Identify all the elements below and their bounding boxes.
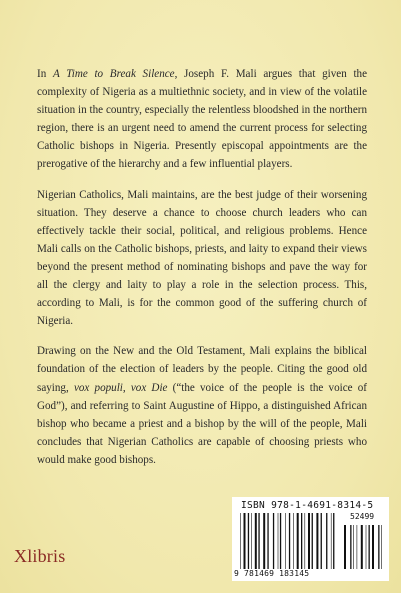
book-title: A Time to Break Silence [52,68,175,80]
publisher-logo: Xlibris [14,546,66,566]
barcode-addon-bars [344,525,384,569]
isbn-barcode [232,497,389,581]
barcode-addon-number: 52499 [350,512,375,521]
latin-saying: vox populi, vox Die [73,381,168,394]
barcode-digits: 9 781469 183145 [234,569,310,578]
blurb-paragraph-2: Nigerian Catholics, Mali maintains, are the best judge of their worsening situation. They deserve a chance to choose church leaders who can effectively tackle their social, political, and religious problems. Hence Mali calls on the Catholic bishops, priests, and laity to expand their views beyond the present method of nominating bishops and pave the way for all the clergy and laity to play a role in the selection process. This, according to Mali, is for the common good of the suffering church of Nigeria. [37,188,367,328]
blurb-paragraph-1: In A Time to Break Silence, Joseph F. Mali argues that given the complexity of Nigeria as a multiethnic society, and in view of the volatile situation in the country, especially the relentless bloodshed in the northern region, there is an urgent need to amend the current process for selecting Catholic bishops in Nigeria. Presently episcopal appointments are the prerogative of the hierarchy and a few influential players. [37,68,368,171]
barcode-bars [240,513,338,569]
isbn-label: ISBN 978-1-4691-8314-5 [241,500,374,511]
blurb-text [37,65,367,481]
blurb-paragraph-3: Drawing on the New and the Old Testament, Mali explains the biblical foundation of the election of leaders by the people. Citing the good old saying, vox populi, vox Die (“the voice of the people is the voice of God”), and referring to Saint Augustine of Hippo, a distinguished African bishop who became a priest and a bishop by the will of the people, Mali concludes that Nigerian Catholics are capable of choosing priests who would make good bishops. [37,345,367,466]
